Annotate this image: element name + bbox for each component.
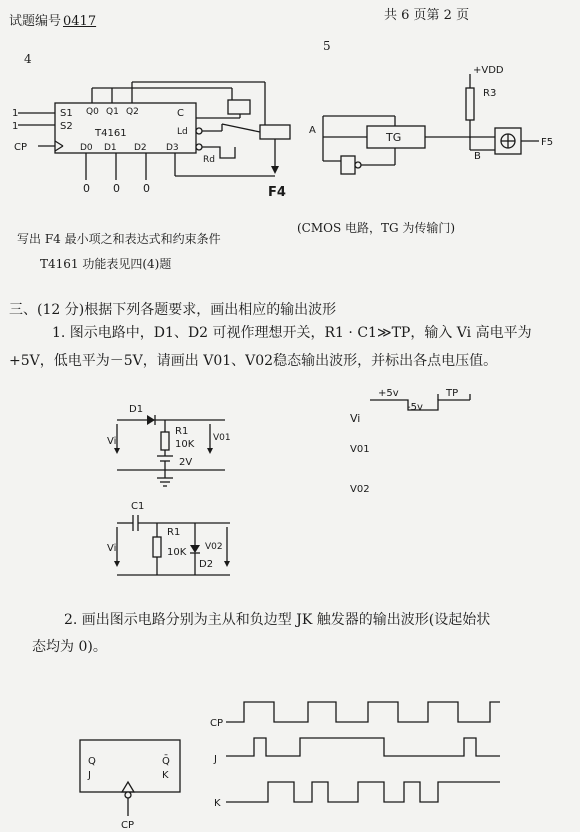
ff-pin-q: Q	[88, 756, 96, 767]
circuit-b-resistor-label: R1	[167, 527, 181, 538]
diode-d2	[190, 545, 200, 553]
j-waveform	[226, 738, 500, 756]
output-f4: F4	[268, 185, 286, 200]
circuit-a-resistor-label: R1	[175, 426, 189, 437]
problem4-note: T4161 功能表见四(4)题	[40, 257, 172, 271]
output-mux	[260, 125, 290, 139]
pin-d2: D2	[134, 143, 147, 153]
wave-low-label: -5v	[407, 402, 423, 413]
pin-q0: Q0	[86, 107, 99, 117]
circuit-b-diode-label: D2	[199, 559, 214, 570]
pin-q2: Q2	[126, 107, 139, 117]
circuit-b-value: 10K	[167, 547, 187, 558]
resistor-r3	[466, 88, 474, 120]
wave-label-v01: V01	[350, 444, 370, 455]
vdd-label: +VDD	[473, 65, 504, 76]
clamp-circuit-b	[105, 495, 255, 595]
resistor-r1a	[161, 432, 169, 450]
r3-label: R3	[483, 88, 497, 99]
section3-heading: 三、(12 分)根据下列各题要求，画出相应的输出波形	[9, 302, 337, 318]
jk-flipflop-diagram	[70, 722, 200, 832]
vi-waveform	[340, 380, 500, 510]
counter-circuit-diagram	[0, 70, 300, 270]
jk-timing-diagram	[208, 690, 508, 830]
wave-high-label: +5v	[378, 388, 399, 399]
decoder-gate	[228, 100, 250, 114]
d1-value: 0	[113, 182, 120, 195]
pin-s2: S2	[60, 121, 73, 132]
exam-code-label: 试题编号	[9, 14, 62, 29]
pin-q1: Q1	[106, 107, 119, 117]
timing-label-j: J	[214, 754, 217, 765]
wave-label-vi: Vi	[350, 412, 361, 425]
inverter	[341, 156, 355, 174]
pin-s1: S1	[60, 108, 73, 119]
resistor-r1b	[153, 537, 161, 557]
timing-label-cp: CP	[210, 718, 224, 729]
d0-value: 0	[83, 182, 90, 195]
q2-text-line2: 态均为 0)。	[32, 639, 107, 655]
ff-pin-cp: CP	[121, 820, 135, 831]
pin-ld: Ld	[177, 127, 188, 137]
circuit-b-output: V02	[205, 542, 223, 552]
timing-label-k: K	[214, 798, 221, 809]
input-s2-value: 1	[12, 121, 19, 132]
pin-cp: CP	[14, 142, 28, 153]
clamp-circuit-a	[105, 390, 255, 500]
exam-code-value: 0417	[63, 14, 97, 29]
pin-d3: D3	[166, 143, 179, 153]
page-indicator: 共 6 页第 2 页	[384, 8, 470, 23]
problem4-number: 4	[24, 52, 32, 66]
q1-text-line1: 1. 图示电路中，D1、D2 可视作理想开关，R1 · C1≫TP，输入 Vi 高电平为	[52, 325, 532, 341]
circuit-a-diode-label: D1	[129, 404, 144, 415]
cp-waveform	[226, 702, 500, 722]
ff-pin-j: J	[88, 770, 91, 781]
circuit-a-input: Vi	[107, 436, 117, 447]
q2-text-line1: 2. 画出图示电路分别为主从和负边型 JK 触发器的输出波形(设起始状	[64, 612, 491, 628]
circuit-a-output: V01	[213, 433, 231, 443]
node-a-label: A	[309, 125, 316, 136]
output-f5: F5	[541, 137, 554, 148]
wave-period-label: TP	[446, 388, 459, 399]
circuit-b-input: Vi	[107, 543, 117, 554]
wave-label-v02: V02	[350, 484, 370, 495]
d2-value: 0	[143, 182, 150, 195]
problem5-number: 5	[323, 39, 331, 53]
k-waveform	[226, 782, 500, 802]
input-s1-value: 1	[12, 108, 19, 119]
problem5-note: (CMOS 电路，TG 为传输门)	[297, 221, 456, 235]
circuit-a-value: 10K	[175, 439, 195, 450]
circuit-b-cap-label: C1	[131, 501, 145, 512]
circuit-a-source: 2V	[179, 457, 193, 468]
q1-text-line2: +5V，低电平为－5V，请画出 V01、V02稳态输出波形，并标出各点电压值。	[9, 353, 498, 369]
tg-label: TG	[386, 131, 402, 144]
pin-c: C	[177, 108, 184, 119]
chip-name: T4161	[95, 128, 127, 139]
pin-rd: Rd	[203, 155, 215, 165]
pin-d1: D1	[104, 143, 117, 153]
cmos-tg-diagram	[305, 60, 575, 200]
node-b-label: B	[474, 151, 481, 162]
ff-pin-k: K	[162, 770, 169, 781]
diode-d1	[147, 415, 155, 425]
problem4-task: 写出 F4 最小项之和表达式和约束条件	[17, 232, 221, 246]
ff-pin-qbar: Q̄	[162, 756, 170, 767]
pin-d0: D0	[80, 143, 93, 153]
